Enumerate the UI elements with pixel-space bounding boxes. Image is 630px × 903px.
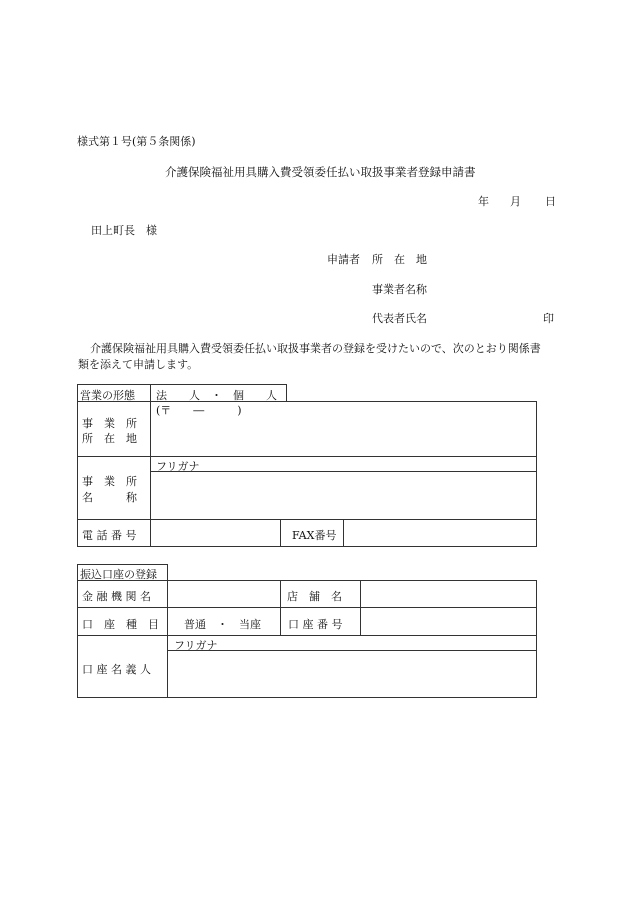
- bank-name-field[interactable]: [169, 582, 278, 605]
- branch-name-label: 店 舗 名: [287, 590, 342, 603]
- divider: [167, 580, 168, 698]
- fax-field[interactable]: [345, 521, 535, 545]
- form-number: 様式第１号(第５条関係): [77, 135, 196, 148]
- divider: [77, 519, 537, 520]
- account-type-label: 口 座 種 目: [82, 618, 159, 631]
- applicant-business-name-label: 事業者名称: [372, 283, 427, 296]
- bank-name-label: 金 融 機 関 名: [82, 590, 151, 603]
- divider: [280, 519, 281, 547]
- office-name-label-1: 事 業 所: [82, 475, 137, 488]
- bank-section-label: 振込口座の登録: [80, 568, 157, 581]
- document-title: 介護保険福祉用具購入費受領委任払い取扱事業者登録申請書: [165, 165, 476, 179]
- fax-label: FAX番号: [292, 529, 337, 542]
- divider: [77, 456, 537, 457]
- divider: [280, 580, 281, 635]
- body-text-line-1: 介護保険福祉用具購入費受領委任払い取扱事業者の登録を受けたいので、次のとおり関係書: [90, 342, 541, 355]
- seal-mark: 印: [543, 312, 554, 325]
- divider: [77, 635, 537, 636]
- phone-label: 電 話 番 号: [82, 529, 137, 542]
- office-name-furigana-label: フリガナ: [156, 460, 200, 473]
- office-name-field[interactable]: [152, 473, 535, 517]
- account-number-field[interactable]: [362, 609, 535, 633]
- office-address-field[interactable]: [152, 418, 535, 454]
- divider: [360, 580, 361, 635]
- business-form-label: 営業の形態: [80, 389, 135, 402]
- account-holder-field[interactable]: [169, 652, 535, 696]
- account-holder-furigana-label: フリガナ: [174, 639, 218, 652]
- account-holder-label: 口 座 名 義 人: [82, 663, 151, 676]
- divider: [150, 471, 537, 472]
- postal-code-field[interactable]: (〒 ― ): [156, 404, 242, 417]
- office-location-label-2: 所 在 地: [82, 432, 137, 445]
- phone-field[interactable]: [152, 521, 278, 545]
- account-number-label: 口 座 番 号: [288, 618, 343, 631]
- applicant-label: 申請者: [327, 253, 360, 266]
- branch-name-field[interactable]: [362, 582, 535, 605]
- body-text-line-2: 類を添えて申請します。: [78, 358, 199, 371]
- date-day: 日: [545, 195, 556, 208]
- office-location-label-1: 事 業 所: [82, 417, 137, 430]
- account-type-options[interactable]: 普通 ・ 当座: [184, 618, 261, 631]
- business-form-options[interactable]: 法 人 ・ 個 人: [156, 389, 277, 402]
- date-month: 月: [510, 195, 521, 208]
- date-year: 年: [478, 195, 489, 208]
- divider: [167, 650, 537, 651]
- addressee: 田上町長 様: [91, 224, 157, 237]
- applicant-address-label: 所 在 地: [372, 253, 427, 266]
- divider: [77, 607, 537, 608]
- applicant-representative-label: 代表者氏名: [372, 312, 427, 325]
- office-name-label-2: 名 称: [82, 491, 137, 504]
- divider: [343, 519, 344, 547]
